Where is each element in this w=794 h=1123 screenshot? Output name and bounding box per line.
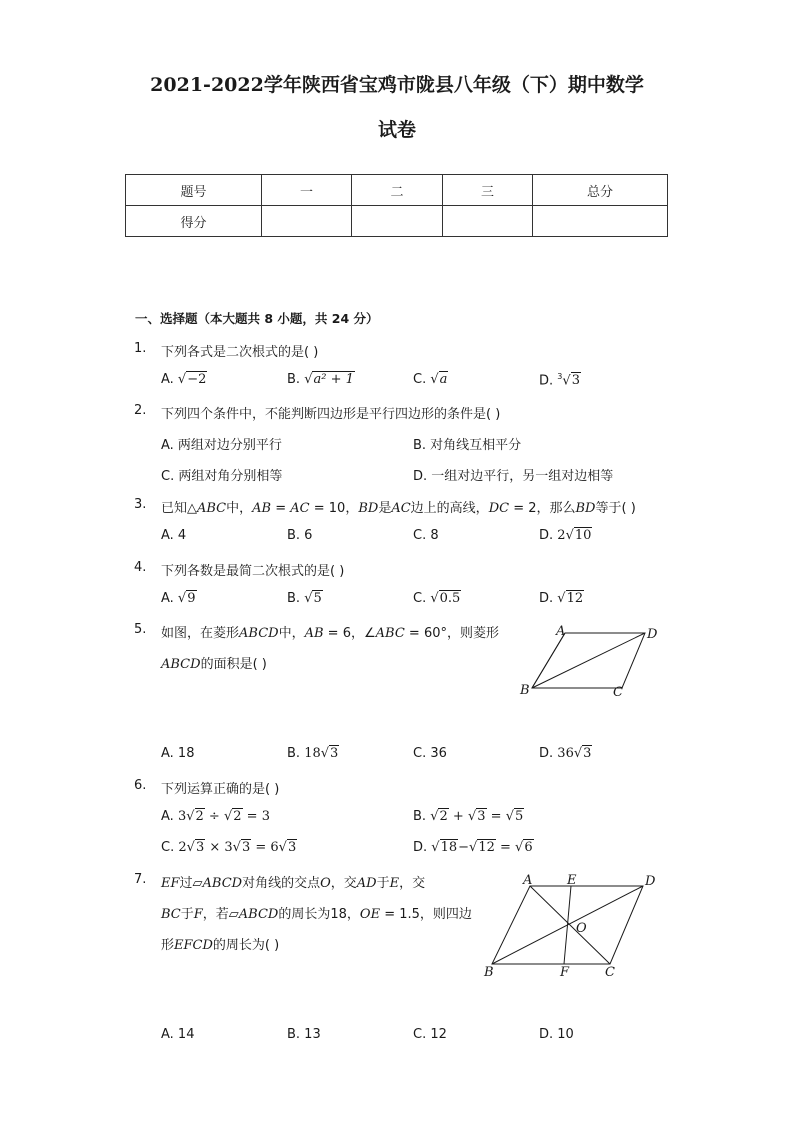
score-table — [125, 174, 668, 237]
root-index: 3 — [557, 372, 563, 381]
question-number: 1. — [134, 341, 147, 356]
q6-option-b: B. √2 + √3 = √5 — [413, 809, 524, 824]
section-heading: 一、选择题（本大题共 8 小题，共 24 分） — [135, 311, 379, 326]
question-2-text: 下列四个条件中，不能判断四边形是平行四边形的条件是( ) — [161, 407, 501, 422]
q7-option-c: C. 12 — [413, 1027, 447, 1042]
q1-option-d: D. $^3$√3 — [539, 372, 580, 389]
question-number: 4. — [134, 560, 147, 575]
question-6-text: 下列运算正确的是( ) — [161, 782, 280, 797]
q3-option-c: C. 8 — [413, 528, 439, 543]
question-3-text: 已知△ABC中，AB = AC = 10，BD是AC边上的高线，DC = 2，那么BD等于( ) — [161, 501, 636, 516]
score-cell[interactable] — [352, 206, 443, 237]
q1-option-b: B. √a² + 1 — [287, 372, 354, 387]
q3-option-b: B. 6 — [287, 528, 313, 543]
q7-option-a: A. 14 — [161, 1027, 195, 1042]
q5-option-b: B. 18√3 — [287, 746, 339, 761]
option-letter: C. — [413, 372, 427, 387]
q3-option-d: D. 2√10 — [539, 528, 592, 543]
parallelogram-figure — [480, 868, 670, 983]
q6-option-d: D. √18−√12 = √6 — [413, 840, 533, 855]
q4-option-d: D. √12 — [539, 591, 584, 606]
option-letter: D. — [539, 373, 554, 389]
page-title-line2: 试卷 — [377, 119, 416, 141]
radicand: 3 — [571, 373, 580, 389]
q7-option-d: D. 10 — [539, 1027, 574, 1042]
vertex-label-d: D — [645, 874, 656, 889]
header-cell-part-3: 三 — [443, 175, 533, 206]
question-1-text: 下列各式是二次根式的是( ) — [161, 345, 319, 360]
question-number: 5. — [134, 622, 147, 637]
row-label-score: 得分 — [126, 206, 262, 237]
header-cell-total: 总分 — [533, 175, 668, 206]
q4-option-b: B. √5 — [287, 591, 322, 606]
q2-option-b: B. 对角线互相平分 — [413, 438, 522, 453]
radicand: a — [439, 372, 448, 387]
option-letter: B. — [287, 372, 301, 387]
score-cell[interactable] — [443, 206, 533, 237]
question-7-text-line3: 形EFCD的周长为( ) — [161, 938, 280, 953]
vertex-label-b: B — [484, 965, 494, 980]
q4-option-c: C. √0.5 — [413, 591, 461, 606]
header-cell-part-2: 二 — [352, 175, 443, 206]
q2-option-a: A. 两组对边分别平行 — [161, 438, 282, 453]
question-number: 6. — [134, 778, 147, 793]
header-cell-question-no: 题号 — [126, 175, 262, 206]
score-cell[interactable] — [262, 206, 352, 237]
header-cell-part-1: 一 — [262, 175, 352, 206]
q1-option-a: A. √−2 — [161, 372, 207, 387]
q5-option-d: D. 36√3 — [539, 746, 592, 761]
q2-option-c: C. 两组对角分别相等 — [161, 469, 283, 484]
rhombus-figure — [510, 620, 670, 705]
question-7-text-line2: BC于F，若▱ABCD的周长为18，OE = 1.5，则四边 — [161, 907, 472, 922]
question-7-text-line1: EF过▱ABCD对角线的交点O，交AD于E，交 — [161, 876, 426, 891]
q1-option-c: C. √a — [413, 372, 448, 387]
radicand: a² + 1 — [313, 372, 354, 387]
vertex-label-b: B — [520, 683, 530, 698]
vertex-label-c: C — [605, 965, 615, 980]
vertex-label-a: A — [523, 873, 533, 888]
question-number: 2. — [134, 403, 147, 418]
question-5-text-line2: ABCD的面积是( ) — [161, 657, 267, 672]
point-label-o: O — [576, 921, 587, 936]
q3-option-a: A. 4 — [161, 528, 187, 543]
q5-option-c: C. 36 — [413, 746, 447, 761]
score-table-header-row — [126, 175, 668, 206]
radicand: 10 — [574, 528, 592, 543]
score-cell[interactable] — [533, 206, 668, 237]
point-label-e: E — [567, 873, 577, 888]
vertex-label-a: A — [556, 624, 566, 639]
vertex-label-c: C — [613, 685, 623, 700]
q7-option-b: B. 13 — [287, 1027, 321, 1042]
question-5-text-line1: 如图，在菱形ABCD中，AB = 6，∠ABC = 60°，则菱形 — [161, 626, 499, 641]
point-label-f: F — [560, 965, 570, 980]
q5-option-a: A. 18 — [161, 746, 195, 761]
score-table-score-row — [126, 206, 668, 237]
q2-option-d: D. 一组对边平行，另一组对边相等 — [413, 469, 614, 484]
page-title: 2021-2022学年陕西省宝鸡市陇县八年级（下）期中数学 — [150, 74, 644, 96]
q6-option-c: C. 2√3 × 3√3 = 6√3 — [161, 840, 297, 855]
vertex-label-d: D — [647, 627, 658, 642]
radicand: −2 — [187, 372, 207, 387]
question-number: 3. — [134, 497, 147, 512]
q4-option-a: A. √9 — [161, 591, 196, 606]
question-number: 7. — [134, 872, 147, 887]
option-letter: A. — [161, 372, 174, 387]
question-4-text: 下列各数是最简二次根式的是( ) — [161, 564, 345, 579]
q6-option-a: A. 3√2 ÷ √2 = 3 — [161, 809, 270, 824]
